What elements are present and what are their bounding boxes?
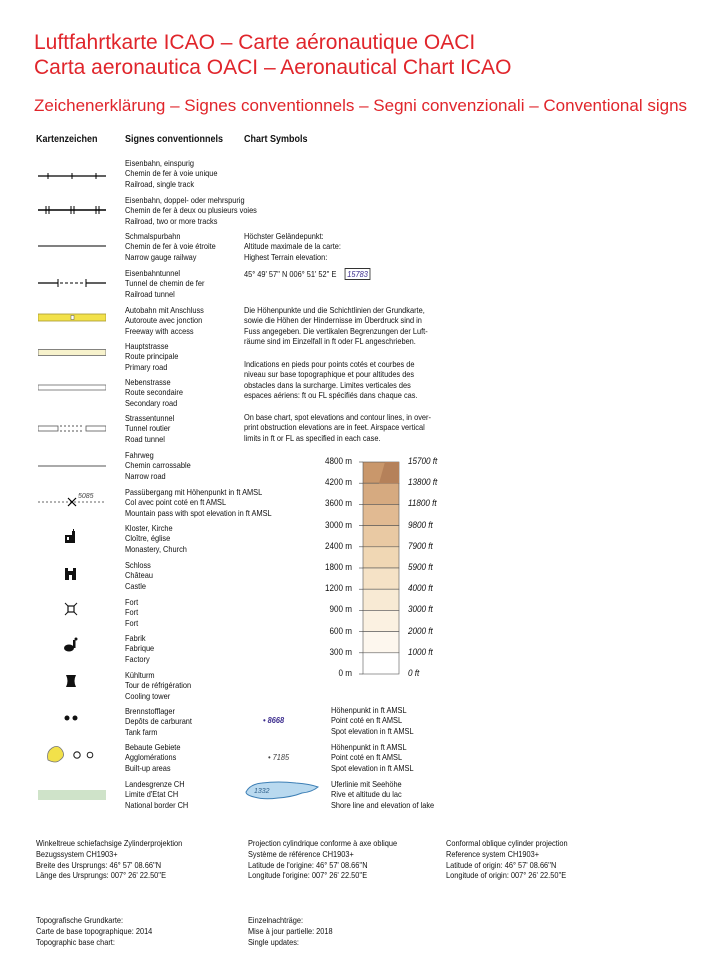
column-header-french: Signes conventionnels xyxy=(125,134,224,145)
spot-elevation-value-overprint: • 8668 xyxy=(263,715,285,725)
railroad-tunnel-icon xyxy=(38,276,106,290)
highest-terrain-label: Höchster Geländepunkt: Altitude maximale de la carte: Highest Terrain elevation: xyxy=(244,231,341,262)
legend-label: Autobahn mit Anschluss Autoroute avec jonction Freeway with access xyxy=(125,305,204,336)
road-tunnel-icon xyxy=(38,422,106,436)
freeway-icon xyxy=(38,311,106,325)
elevation-meters-label: 900 m xyxy=(329,604,352,615)
legend-label: Hauptstrasse Route principale Primary road xyxy=(125,341,179,372)
elevation-band xyxy=(363,632,399,653)
elevation-feet-label: 15700 ft xyxy=(408,456,438,466)
column-header-english: Chart Symbols xyxy=(244,134,308,145)
elevation-feet-label: 13800 ft xyxy=(408,477,438,488)
railroad-single-icon xyxy=(38,169,106,183)
legend-label: Passübergang mit Höhenpunkt in ft AMSL Col avec point coté en ft AMSL Mountain pass with spot elevation in ft AMSL xyxy=(125,487,272,518)
elevation-meters-label: 4200 m xyxy=(324,477,352,488)
legend-label: Eisenbahn, doppel- oder mehrspurig Chemin de fer à deux ou plusieurs voies Railroad, two or more tracks xyxy=(125,195,257,226)
legend-label: Eisenbahn, einspurig Chemin de fer à voie unique Railroad, single track xyxy=(125,158,218,189)
elevation-feet-label: 9800 ft xyxy=(408,519,433,530)
legend-label: Kloster, Kirche Cloître, église Monastery, Church xyxy=(125,523,187,554)
elevation-meters-label: 300 m xyxy=(329,646,352,657)
lake-elevation-value: 1332 xyxy=(254,788,270,795)
legend-label: Bebaute Gebiete Agglomérations Built-up areas xyxy=(125,742,181,773)
elevation-band xyxy=(363,504,399,525)
elevation-meters-label: 0 m xyxy=(338,668,352,678)
narrow-road-icon xyxy=(38,459,106,473)
elevation-feet-label: 5900 ft xyxy=(408,562,433,572)
lake-shoreline-icon xyxy=(244,778,324,804)
notes-german: Die Höhenpunkte und die Schichtlinien der Grundkarte, sowie die Höhen der Hindernisse im Überdruck sind in Fuss angegeben. Die vertikalen Begrenzungen der Luft- räume sind im Einzelfall in ft oder FL angeschrieben. xyxy=(244,305,428,347)
updates-info: Einzelnachträge: Mise à jour partielle: 2018 Single updates: xyxy=(248,915,333,947)
fort-icon xyxy=(64,602,78,616)
railroad-multi-icon xyxy=(38,203,106,217)
subtitle: Zeichenerklärung – Signes conventionnels – Segni convenzionali – Conventional signs xyxy=(34,96,688,115)
church-icon xyxy=(62,529,80,545)
projection-french: Projection cylindrique conforme à axe oblique Système de référence CH1903+ Latitude de l'origine: 46° 57' 08.66''N Longitude l'origine: 007° 26' 22.50''E xyxy=(248,838,398,881)
mountain-pass-icon xyxy=(38,490,106,512)
legend-label: Schloss Château Castle xyxy=(125,560,153,591)
built-up-area-icon xyxy=(44,742,104,766)
cooling-tower-icon xyxy=(63,673,79,689)
elevation-meters-label: 1800 m xyxy=(324,562,352,572)
elevation-band xyxy=(363,589,399,610)
elevation-feet-label: 3000 ft xyxy=(408,604,433,615)
elevation-scale-bar xyxy=(355,458,407,684)
shoreline-label: Uferlinie mit Seehöhe Rive et altitude du lac Shore line and elevation of lake xyxy=(331,779,435,810)
title-line-2: Carta aeronautica OACI – Aeronautical Chart ICAO xyxy=(34,56,512,79)
narrow-gauge-icon xyxy=(38,239,106,253)
spot-elevation-label-base: Höhenpunkt in ft AMSL Point coté en ft AMSL Spot elevation in ft AMSL xyxy=(331,742,414,773)
legend-label: Schmalspurbahn Chemin de fer à voie étroite Narrow gauge railway xyxy=(125,231,216,262)
legend-label: Kühlturm Tour de réfrigération Cooling tower xyxy=(125,670,192,701)
elevation-meters-label: 1200 m xyxy=(324,583,352,594)
elevation-band xyxy=(363,653,399,674)
elevation-band xyxy=(363,568,399,589)
mountain-pass-value: 5085 xyxy=(78,493,94,500)
factory-icon xyxy=(62,637,80,653)
tank-farm-icon xyxy=(62,713,80,723)
notes-french: Indications en pieds pour points cotés et courbes de niveau sur base topographique et pour altitudes des obstacles dans la surcharge. Limites verticales des espaces aériens: ft ou FL spécifiés dans chaque cas. xyxy=(244,359,418,401)
elevation-feet-label: 11800 ft xyxy=(408,498,437,509)
highest-terrain-value: 15783 xyxy=(345,268,371,280)
column-header-symbols: Kartenzeichen xyxy=(36,134,98,145)
elevation-feet-label: 4000 ft xyxy=(408,583,433,594)
legend-label: Strassentunnel Tunnel routier Road tunnel xyxy=(125,413,175,444)
legend-label: Fort Fort Fort xyxy=(125,597,139,628)
elevation-feet-label: 7900 ft xyxy=(408,540,433,551)
secondary-road-icon xyxy=(38,381,106,395)
elevation-band xyxy=(363,547,399,568)
national-border-icon xyxy=(38,789,106,801)
legend-label: Nebenstrasse Route secondaire Secondary road xyxy=(125,377,183,408)
elevation-meters-label: 2400 m xyxy=(324,540,352,551)
elevation-band xyxy=(363,483,399,504)
title-line-1: Luftfahrtkarte ICAO – Carte aéronautique OACI xyxy=(34,31,476,54)
legend-label: Fahrweg Chemin carrossable Narrow road xyxy=(125,450,191,481)
legend-label: Landesgrenze CH Limite d'Etat CH National border CH xyxy=(125,779,189,810)
elevation-meters-label: 4800 m xyxy=(324,456,352,466)
legend-label: Eisenbahntunnel Tunnel de chemin de fer Railroad tunnel xyxy=(125,268,205,299)
elevation-meters-label: 3600 m xyxy=(324,498,352,509)
elevation-band xyxy=(363,526,399,547)
elevation-meters-label: 600 m xyxy=(329,625,352,636)
primary-road-icon xyxy=(38,346,106,360)
elevation-band xyxy=(363,610,399,631)
spot-elevation-label: Höhenpunkt in ft AMSL Point coté en ft AMSL Spot elevation in ft AMSL xyxy=(331,705,414,736)
castle-icon xyxy=(62,566,80,582)
projection-german: Winkeltreue schiefachsige Zylinderprojektion Bezugssystem CH1903+ Breite des Ursprungs: 46° 57' 08.66''N Länge des Ursprungs: 007° 26' 22.50''E xyxy=(36,838,183,881)
elevation-feet-label: 2000 ft xyxy=(408,625,433,636)
elevation-feet-label: 1000 ft xyxy=(408,646,433,657)
notes-english: On base chart, spot elevations and contour lines, in over- print obstruction elevations are in feet. Airspace vertical limits in ft or FL as specified in each case. xyxy=(244,412,431,443)
legend-label: Brennstofflager Depôts de carburant Tank farm xyxy=(125,706,192,737)
base-chart-info: Topografische Grundkarte: Carte de base topographique: 2014 Topographic base chart: xyxy=(36,915,153,947)
spot-elevation-value-base: • 7185 xyxy=(268,752,290,762)
projection-english: Conformal oblique cylinder projection Reference system CH1903+ Latitude of origin: 46° 57' 08.66''N Longitude of origin: 007° 26' 22.50''E xyxy=(446,838,568,881)
highest-terrain-coordinates: 45° 49' 57'' N 006° 51' 52'' E 15783 xyxy=(244,268,370,280)
legend-label: Fabrik Fabrique Factory xyxy=(125,633,155,664)
elevation-meters-label: 3000 m xyxy=(324,519,352,530)
elevation-feet-label: 0 ft xyxy=(408,668,420,678)
